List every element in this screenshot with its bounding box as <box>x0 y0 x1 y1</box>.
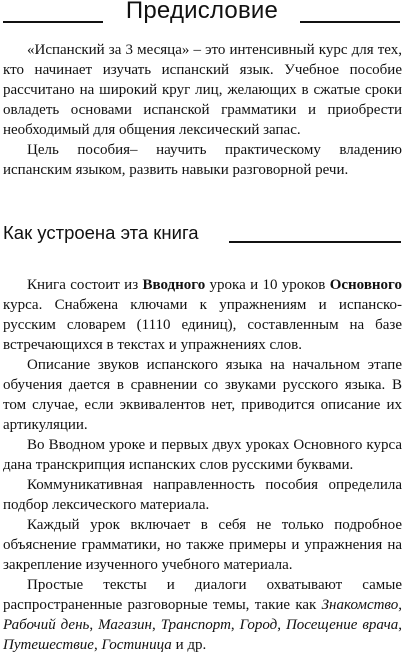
section-body <box>3 275 402 655</box>
chapter-header <box>0 0 404 26</box>
intro-paragraph-1: «Испанский за 3 месяца» – это интенсивный курс для тех, кто начинает изучать испанский язык. Учебное пособие рассчитано на широкий круг лиц, желающих в сжатые сроки овладеть основами испанской грамматики и приобрести необходимый для общения лексический запас. <box>3 42 402 138</box>
separator: , <box>277 617 286 633</box>
topic-item: Посещение врача <box>285 617 399 633</box>
text-run: курса. Снабжена ключами к упражнениям и испанско-русским словарем (1110 единиц), составленным на базе встречающихся в текстах и упражнениях слов. <box>3 297 402 353</box>
separator: , <box>398 597 402 613</box>
bold-term-intro-lesson: Вводного <box>142 277 206 293</box>
section-paragraph-4: Коммуникативная направленность пособия определила подбор лексического материала. <box>3 477 402 513</box>
bold-term-main-course: Основного <box>329 277 402 293</box>
section-paragraph-6 <box>3 575 402 655</box>
separator: , <box>93 637 102 653</box>
text-run: Книга состоит из <box>27 277 143 293</box>
separator: , <box>89 617 99 633</box>
section-paragraph-5: Каждый урок включает в себя не только подробное объяснение грамматики, но также примеры и упражнения на закрепление изученного учебного материала. <box>3 517 402 573</box>
separator: , <box>398 617 403 633</box>
intro-block <box>3 40 402 180</box>
section-rule <box>229 241 401 243</box>
topic-item: Город <box>239 617 278 633</box>
text-run: Простые тексты и диалоги охватывают самые распространенные разговорные темы, такие как <box>3 577 402 613</box>
topic-item: Гостиница <box>101 637 172 653</box>
section-title: Как устроена эта книга <box>3 222 199 243</box>
topic-item: Рабочий день <box>3 617 90 633</box>
section-paragraph-2: Описание звуков испанского языка на начальном этапе обучения дается в сравнении со звуками русского языка. В том случае, если эквивалентов нет, приводится описание их артикуляции. <box>3 357 402 433</box>
intro-paragraph-2: Цель пособия– научить практическому владению испанским языком, развить навыки разговорной речи. <box>3 142 402 178</box>
separator: , <box>230 617 240 633</box>
text-run: урока и 10 уроков <box>205 277 330 293</box>
topic-item: Транспорт <box>160 617 231 633</box>
section-paragraph-1 <box>3 275 402 355</box>
topic-item: Знакомство <box>321 597 399 613</box>
section-paragraph-3: Во Вводном уроке и первых двух уроках Основного курса дана транскрипция испанских слов русскими буквами. <box>3 437 402 473</box>
topic-item: Магазин <box>98 617 152 633</box>
header-rule-right <box>300 21 400 23</box>
topic-item: Путешествие <box>3 637 94 653</box>
header-rule-left <box>3 21 103 23</box>
section-header <box>3 222 402 248</box>
text-run: и др. <box>171 637 207 653</box>
chapter-title: Предисловие <box>125 0 279 24</box>
separator: , <box>152 617 161 633</box>
